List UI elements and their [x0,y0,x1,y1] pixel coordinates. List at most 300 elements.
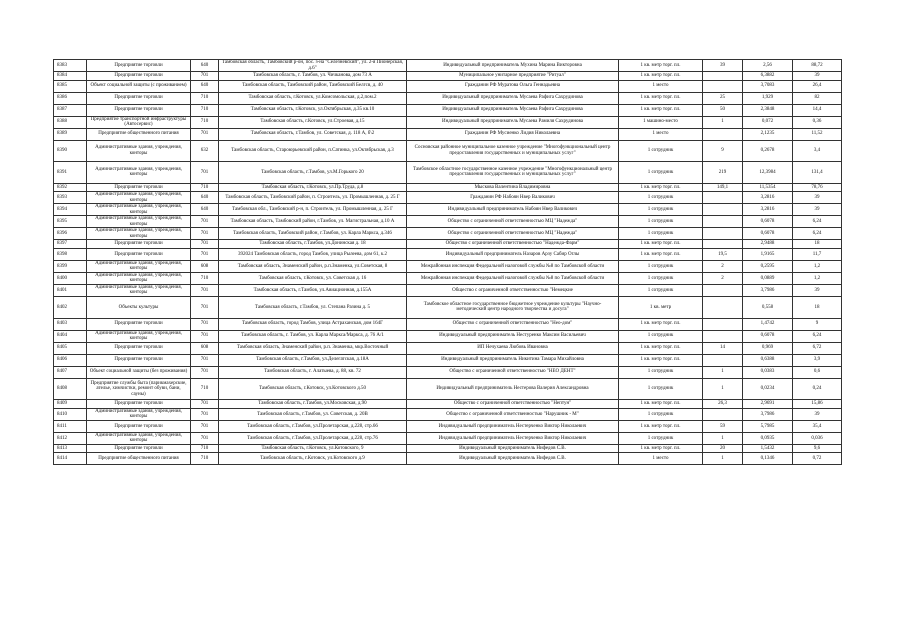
object-category-cell: Предприятие торговли [87,342,191,354]
annual-mass-cell: 0,036 [793,432,842,444]
code-cell: 701 [191,128,219,140]
row-number-cell: 8392 [54,183,87,192]
code-cell: 701 [191,284,219,296]
owner-cell: Муниципальное унитарное предприятие "Ритуал" [407,72,619,81]
annual-volume-cell: 3,7083 [743,80,793,92]
address-cell: Тамбовская область, г. Алатыева, д. 88, кв. 72 [219,366,407,378]
unit-cell: 1 кв. метр торг. пл. [619,183,703,192]
annual-volume-cell: 3,2816 [743,204,793,216]
waste-norm-register-table [53,59,842,465]
row-number-cell: 8413 [54,444,87,453]
row-number-cell: 8405 [54,342,87,354]
address-cell: Тамбовская область, г.Тамбов, ул. Советская, д. 118 А, б\2 [219,128,407,140]
unit-cell: 1 кв. метр [619,296,703,318]
quantity-cell [703,80,743,92]
annual-volume-cell: 0,072 [743,116,793,128]
annual-volume-cell: 12,3984 [743,162,793,184]
table-row [54,432,842,444]
unit-cell: 1 сотрудник [619,272,703,284]
row-number-cell: 8408 [54,378,87,400]
unit-cell: 1 кв. метр торг. пл. [619,444,703,453]
row-number-cell: 8388 [54,116,87,128]
owner-cell: ИП Нечухаева Любовь Ивановна [407,342,619,354]
unit-cell: 1 сотрудник [619,432,703,444]
quantity-cell [703,128,743,140]
quantity-cell: 1 [703,366,743,378]
annual-volume-cell: 3,2816 [743,192,793,204]
quantity-cell: 219 [703,162,743,184]
code-cell: 701 [191,248,219,260]
code-cell: 701 [191,216,219,228]
table-row [54,183,842,192]
owner-cell: Индивидуальный предприниматель Мухина Марина Викторовна [407,60,619,72]
annual-volume-cell: 2,1235 [743,128,793,140]
object-category-cell: Предприятие торговли [87,183,191,192]
address-cell: Тамбовская область, г. Тамбов, ул. Карла Маркса/Маркса, д. 76 А/1 [219,330,407,342]
owner-cell: Общество с ограниченной ответственностью "Надежда-Фарм" [407,240,619,249]
object-category-cell: Объекты культуры [87,296,191,318]
annual-volume-cell: 0,6388 [743,354,793,366]
row-number-cell: 8414 [54,453,87,465]
object-category-cell: Административные здания, учреждения, конторы [87,408,191,420]
table-row [54,378,842,400]
table-row [54,366,842,378]
row-number-cell: 8390 [54,140,87,162]
table-row [54,128,842,140]
row-number-cell: 8396 [54,228,87,240]
annual-mass-cell: 26,4 [793,80,842,92]
table-row [54,104,842,116]
annual-mass-cell: 39 [793,408,842,420]
address-cell: Тамбовская область, г.Котовск, ул.Пр.Труда, д.8 [219,183,407,192]
owner-cell: Индивидуальный предприниматель Мусаева Рамиля Сахрудинова [407,116,619,128]
row-number-cell: 8402 [54,296,87,318]
annual-mass-cell: 39 [793,204,842,216]
address-cell: Тамбовская обл., Тамбовский р-н, п. Строитель, ул. Промышленная, д. 25 Г [219,204,407,216]
annual-mass-cell: 11,7 [793,248,842,260]
quantity-cell: 2 [703,272,743,284]
unit-cell: 1 место [619,453,703,465]
table-row [54,400,842,409]
owner-cell: Индивидуальный предприниматель Нестуренко Максим Васильевич [407,330,619,342]
owner-cell: Гражданин РФ Муратова Ольга Геннадьевна [407,80,619,92]
annual-mass-cell: 18 [793,296,842,318]
annual-mass-cell: 1,2 [793,272,842,284]
code-cell: 701 [191,330,219,342]
annual-mass-cell: 6,24 [793,330,842,342]
code-cell: 701 [191,318,219,330]
address-cell: Тамбовская область, Тамбовский район, г.Тамбов, ул. Магистральная, д.10 А [219,216,407,228]
address-cell: Тамбовская область, г.Тамбов, ул.М.Горького 20 [219,162,407,184]
code-cell: 608 [191,260,219,272]
owner-cell: Индивидуальный предприниматель Нестерова Валерия Александровна [407,378,619,400]
owner-cell: Индивидуальный предприниматель Нифедов С.В. [407,444,619,453]
quantity-cell [703,192,743,204]
annual-volume-cell: 1,5432 [743,444,793,453]
object-category-cell: Административные здания, учреждения, конторы [87,272,191,284]
unit-cell: 1 сотрудник [619,378,703,400]
unit-cell: 1 сотрудник [619,228,703,240]
unit-cell: 1 сотрудник [619,284,703,296]
owner-cell: Тамбовское областное государственное казенное учреждение "Многофункциональный центр предоставления государственных и муниципальных услуг" [407,162,619,184]
address-cell: Тамбовская область, Староюрьевский район, п.Сатинка, ул.Октябрьская, д.3 [219,140,407,162]
table-row [54,296,842,318]
quantity-cell [703,228,743,240]
address-cell: Тамбовская область, г.Тамбов, ул.Донинская д. 18 [219,240,407,249]
quantity-cell: 1 [703,378,743,400]
annual-mass-cell: 1,2 [793,260,842,272]
address-cell: Тамбовская область, Тамбовский р-он, пос. з-на "Селезневский", ул. 2-я Пионерская, д.6" [219,60,407,72]
row-number-cell: 8398 [54,248,87,260]
row-number-cell: 8389 [54,128,87,140]
code-cell: 640 [191,80,219,92]
table-row [54,408,842,420]
table-row [54,318,842,330]
unit-cell: 1 кв. метр торг. пл. [619,60,703,72]
owner-cell: Индивидуальный предприниматель Нестерченко Виктор Николаевич [407,432,619,444]
quantity-cell [703,330,743,342]
table-row [54,140,842,162]
annual-mass-cell: 11,52 [793,128,842,140]
quantity-cell [703,240,743,249]
owner-cell: Общество с ограниченной ответственностью "Нарушник - М" [407,408,619,420]
annual-mass-cell: 0,36 [793,116,842,128]
owner-cell: Общество с ограниченной ответственностью "Нео-дом" [407,318,619,330]
row-number-cell: 8385 [54,80,87,92]
owner-cell: Общество с ограниченной ответственностью МЦ "Надежда" [407,228,619,240]
quantity-cell: 1 [703,432,743,444]
row-number-cell: 8412 [54,432,87,444]
annual-volume-cell: 0,558 [743,296,793,318]
annual-mass-cell: 9,6 [793,444,842,453]
annual-volume-cell: 2,9488 [743,240,793,249]
row-number-cell: 8391 [54,162,87,184]
code-cell: 608 [191,342,219,354]
table-row [54,444,842,453]
annual-volume-cell: 0,2678 [743,140,793,162]
object-category-cell: Предприятие торговли [87,400,191,409]
code-cell: 701 [191,240,219,249]
row-number-cell: 8384 [54,72,87,81]
quantity-cell: 149,1 [703,183,743,192]
table-row [54,204,842,216]
object-category-cell: Предприятие торговли [87,354,191,366]
quantity-cell: 26,3 [703,400,743,409]
annual-mass-cell: 9 [793,318,842,330]
row-number-cell: 8393 [54,192,87,204]
row-number-cell: 8410 [54,408,87,420]
quantity-cell: 20 [703,444,743,453]
code-cell: 701 [191,228,219,240]
quantity-cell [703,204,743,216]
object-category-cell: Административные здания, учреждения, конторы [87,432,191,444]
table-row [54,240,842,249]
object-category-cell: Административные здания, учреждения, конторы [87,284,191,296]
table-row [54,260,842,272]
owner-cell: Индивидуальный предприниматель Нифедов С.В. [407,453,619,465]
owner-cell: Сосновская районное муниципальное казенное учреждение "Многофункциональный центр предоставления государственных и муниципальных услуг" [407,140,619,162]
code-cell: 640 [191,60,219,72]
table-row [54,92,842,104]
table-row [54,248,842,260]
annual-volume-cell: 0,2595 [743,260,793,272]
object-category-cell: Административные здания, учреждения, конторы [87,162,191,184]
annual-volume-cell: 2,9691 [743,400,793,409]
code-cell: 710 [191,183,219,192]
address-cell: 392024 Тамбовская область, город Тамбов, улица Рылеева, дом 61, к.2 [219,248,407,260]
unit-cell: 1 кв. метр торг. пл. [619,420,703,432]
address-cell: Тамбовская область, г.Тамбов, ул.Московская, д.90 [219,400,407,409]
owner-cell: Индивидуальный предприниматель Нестерченко Виктор Николаевич [407,420,619,432]
quantity-cell [703,216,743,228]
unit-cell: 1 кв. метр торг. пл. [619,400,703,409]
annual-mass-cell: 88,72 [793,60,842,72]
annual-mass-cell: 14,4 [793,104,842,116]
code-cell: 701 [191,366,219,378]
object-category-cell: Предприятие торговли [87,104,191,116]
address-cell: Тамбовская область, г.Котовск, ул. Советская д. 16 [219,272,407,284]
annual-volume-cell: 1,9165 [743,248,793,260]
code-cell: 701 [191,400,219,409]
row-number-cell: 8397 [54,240,87,249]
object-category-cell: Административные здания, учреждения, конторы [87,216,191,228]
annual-volume-cell: 5,7985 [743,420,793,432]
row-number-cell: 8387 [54,104,87,116]
object-category-cell: Административные здания, учреждения, конторы [87,228,191,240]
table-row [54,80,842,92]
annual-volume-cell: 0,969 [743,342,793,354]
unit-cell: 1 кв. метр торг. пл. [619,248,703,260]
row-number-cell: 8401 [54,284,87,296]
annual-mass-cell: 131,4 [793,162,842,184]
address-cell: Тамбовская область, город Тамбов, улица Астраханская, дом 164Г [219,318,407,330]
table-row [54,60,842,72]
unit-cell: 1 место [619,128,703,140]
quantity-cell: 19,5 [703,248,743,260]
object-category-cell: Административные здания, учреждения, конторы [87,330,191,342]
annual-volume-cell: 0,0234 [743,378,793,400]
code-cell: 701 [191,408,219,420]
annual-volume-cell: 11,5354 [743,183,793,192]
table-row [54,330,842,342]
annual-mass-cell: 35,4 [793,420,842,432]
object-category-cell: Предприятие службы быта (парикмахерские, ателье, химчистки, ремонт обуви, бани, сауны) [87,378,191,400]
annual-volume-cell: 0,0383 [743,366,793,378]
annual-volume-cell: 3,7986 [743,408,793,420]
row-number-cell: 8399 [54,260,87,272]
object-category-cell: Предприятие общественного питания [87,128,191,140]
address-cell: Тамбовская область, г.Котовск, ул.Строевая, д.15 [219,116,407,128]
address-cell: Тамбовская область, г.Тамбов, ул.Делегатская, д.18А [219,354,407,366]
object-category-cell: Предприятие торговли [87,248,191,260]
unit-cell: 1 сотрудник [619,330,703,342]
object-category-cell: Предприятие общественного питания [87,453,191,465]
unit-cell: 1 кв. метр торг. пл. [619,342,703,354]
owner-cell: Общество с ограниченной ответственностью МЦ "Надежда" [407,216,619,228]
row-number-cell: 8400 [54,272,87,284]
unit-cell: 1 сотрудник [619,216,703,228]
table-row [54,72,842,81]
owner-cell: Гражданин РФ Мусиенко Лидия Николаевна [407,128,619,140]
object-category-cell: Предприятие торговли [87,420,191,432]
address-cell: Тамбовская область, г. Тамбов, ул. Чичканова, дом 73 А [219,72,407,81]
quantity-cell [703,354,743,366]
table-row [54,284,842,296]
annual-mass-cell: 18 [793,240,842,249]
address-cell: Тамбовская область, г.Тамбов, ул.Пролетарская, д.228, стр.76 [219,432,407,444]
unit-cell: 1 кв. метр торг. пл. [619,240,703,249]
code-cell: 710 [191,116,219,128]
object-category-cell: Предприятие торговли [87,72,191,81]
quantity-cell: 14 [703,342,743,354]
code-cell: 710 [191,453,219,465]
annual-volume-cell: 2,3848 [743,104,793,116]
code-cell: 640 [191,192,219,204]
annual-volume-cell: 0,0889 [743,272,793,284]
quantity-cell [703,72,743,81]
address-cell: Тамбовская область, Тамбовский район, г.Тамбов, ул. Карла Маркса, д.346 [219,228,407,240]
address-cell: Тамбовская область, Тамбовский район, Тамбовский Белгсв, д. 40 [219,80,407,92]
code-cell: 701 [191,296,219,318]
owner-cell: Индивидуальный предприниматель Никитина Тамара Михайловна [407,354,619,366]
register-page [53,59,841,465]
owner-cell: Индивидуальный предприниматель Мусаева Рафига Сахрудинова [407,104,619,116]
address-cell: Тамбовская область, г.Котовск, ул.Котовского д.9 [219,453,407,465]
annual-volume-cell: 1,4742 [743,318,793,330]
unit-cell: 1 сотрудник [619,366,703,378]
object-category-cell: Административные здания, учреждения, конторы [87,204,191,216]
quantity-cell [703,296,743,318]
address-cell: Тамбовская область, г.Тамбов, ул. Степана Разина д. 5 [219,296,407,318]
quantity-cell: 2 [703,260,743,272]
owner-cell: Общество с ограниченной ответственностью "НЕО ДЕНТ" [407,366,619,378]
object-category-cell: Административные здания, учреждения, конторы [87,140,191,162]
quantity-cell: 39 [703,60,743,72]
object-category-cell: Административные здания, учреждения, конторы [87,192,191,204]
quantity-cell: 1 [703,116,743,128]
annual-volume-cell: 0,0935 [743,432,793,444]
code-cell: 701 [191,420,219,432]
address-cell: Тамбовская область, г.Тамбов, ул.Пролетарская, д.228, стр.66 [219,420,407,432]
annual-volume-cell: 0,1346 [743,453,793,465]
annual-volume-cell: 0,6078 [743,228,793,240]
annual-mass-cell: 0,6 [793,366,842,378]
code-cell: 640 [191,204,219,216]
annual-mass-cell: 39 [793,284,842,296]
table-row [54,216,842,228]
quantity-cell: 25 [703,92,743,104]
annual-volume-cell: 1,929 [743,92,793,104]
row-number-cell: 8395 [54,216,87,228]
object-category-cell: Предприятие торговли [87,60,191,72]
row-number-cell: 8406 [54,354,87,366]
annual-mass-cell: 6,24 [793,216,842,228]
address-cell: Тамбовская область, г.Котовск, ул.Комсомольская, д.2,пом.2 [219,92,407,104]
annual-mass-cell: 39 [793,72,842,81]
object-category-cell: Объект социальной защиты (с проживанием) [87,80,191,92]
unit-cell: 1 сотрудник [619,140,703,162]
annual-volume-cell: 0,6078 [743,216,793,228]
address-cell: Тамбовская область, Знаменский район, р.п.Знаменка, ул.Советская, 8 [219,260,407,272]
unit-cell: 1 кв. метр торг. пл. [619,318,703,330]
owner-cell: Общество с ограниченной ответственностью "Немецкие [407,284,619,296]
annual-volume-cell: 2,56 [743,60,793,72]
object-category-cell: Предприятие торговли [87,318,191,330]
annual-volume-cell: 0,6078 [743,330,793,342]
row-number-cell: 8394 [54,204,87,216]
table-row [54,453,842,465]
code-cell: 701 [191,354,219,366]
unit-cell: 1 сотрудник [619,162,703,184]
owner-cell: Индивидуальный предприниматель Набоян Нвер Валикович [407,204,619,216]
code-cell: 701 [191,72,219,81]
object-category-cell: Предприятие торговли [87,92,191,104]
quantity-cell: 9 [703,140,743,162]
quantity-cell: 50 [703,104,743,116]
row-number-cell: 8404 [54,330,87,342]
owner-cell: Межрайонная инспекция Федеральной налоговой службы №8 по Тамбовской области [407,260,619,272]
table-row [54,420,842,432]
code-cell: 710 [191,444,219,453]
address-cell: Тамбовская область, г.Тамбов, ул. Советская, д. 20В [219,408,407,420]
code-cell: 710 [191,378,219,400]
code-cell: 710 [191,272,219,284]
address-cell: Тамбовская область, г.Котовск, ул.Котовского, 9 [219,444,407,453]
object-category-cell: Объект социальной защиты (без проживания) [87,366,191,378]
object-category-cell: Предприятие торговли [87,444,191,453]
table-body [54,60,842,465]
address-cell: Тамбовская область, г.Котовск, ул.Котовского д.50 [219,378,407,400]
address-cell: Тамбовская область, Знаменский район, р.п. Знаменка, мкр.Восточный [219,342,407,354]
row-number-cell: 8411 [54,420,87,432]
row-number-cell: 8386 [54,92,87,104]
annual-volume-cell: 6,3882 [743,72,793,81]
table-row [54,354,842,366]
table-row [54,342,842,354]
code-cell: 701 [191,162,219,184]
quantity-cell [703,318,743,330]
unit-cell: 1 сотрудник [619,260,703,272]
table-row [54,192,842,204]
row-number-cell: 8409 [54,400,87,409]
owner-cell: Общество с ограниченной ответственностью "Нептун" [407,400,619,409]
owner-cell: Гражданин РФ Набоян Нвер Валикович [407,192,619,204]
code-cell: 710 [191,92,219,104]
quantity-cell: 59 [703,420,743,432]
annual-mass-cell: 78,76 [793,183,842,192]
unit-cell: 1 сотрудник [619,408,703,420]
code-cell: 710 [191,104,219,116]
unit-cell: 1 кв. метр торг. пл. [619,72,703,81]
owner-cell: Мыскова Валентина Владимировна [407,183,619,192]
table-row [54,162,842,184]
table-row [54,272,842,284]
address-cell: Тамбовская область, Тамбовский район, п. Строитель, ул. Промышленная, д. 25 Г [219,192,407,204]
owner-cell: Тамбовское областное государственное бюджетное учреждение культуры "Научно-методический центр народного творчества и досуга" [407,296,619,318]
address-cell: Тамбовская область, г.Тамбов, ул.Авиационная, д.155А [219,284,407,296]
owner-cell: Индивидуальный предприниматель Назаров Арзу Сабир Оглы [407,248,619,260]
unit-cell: 1 кв. метр торг. пл. [619,104,703,116]
unit-cell: 1 место [619,80,703,92]
object-category-cell: Административные здания, учреждения, конторы [87,260,191,272]
unit-cell: 1 сотрудник [619,192,703,204]
annual-volume-cell: 3,7986 [743,284,793,296]
row-number-cell: 8383 [54,60,87,72]
quantity-cell: 1 [703,453,743,465]
annual-mass-cell: 3,9 [793,354,842,366]
row-number-cell: 8407 [54,366,87,378]
unit-cell: 1 кв. метр торг. пл. [619,354,703,366]
